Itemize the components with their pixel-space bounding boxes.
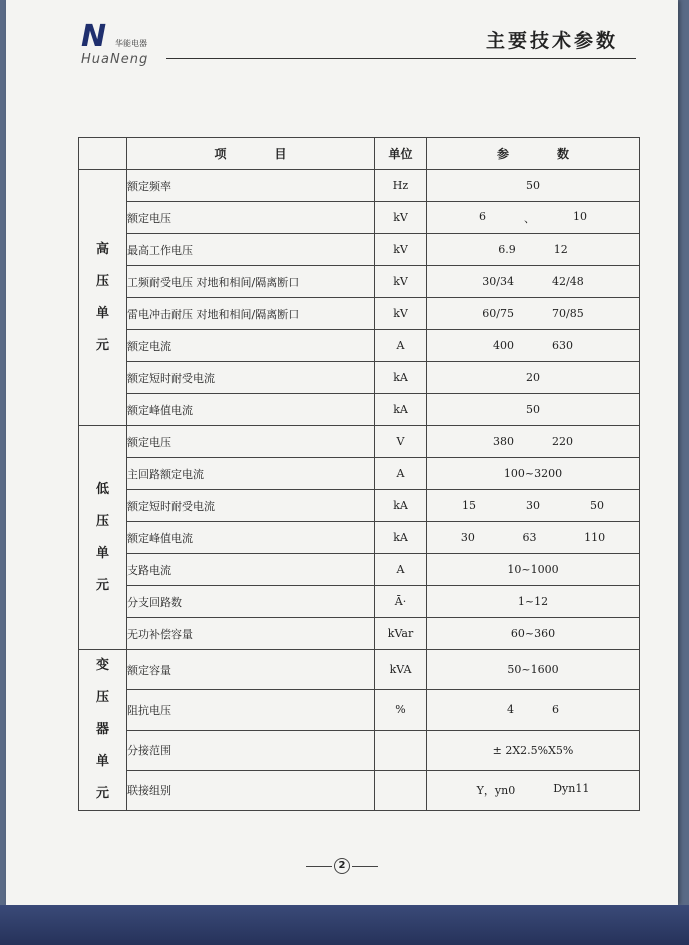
- param-value: 400: [493, 339, 514, 352]
- param-value: Y，yn0: [476, 784, 516, 798]
- param-value: 63: [522, 531, 537, 544]
- company-logo: [81, 19, 201, 70]
- table-row: [79, 490, 640, 522]
- header-item: 项 目: [127, 138, 375, 170]
- group-label-char: 元: [95, 786, 109, 801]
- unit-cell: kV: [375, 234, 427, 266]
- param-cell: [427, 394, 640, 426]
- param-value: 60~360: [510, 627, 556, 640]
- param-cell: [427, 458, 640, 490]
- param-value: 30: [526, 499, 540, 512]
- group-label-char: 元: [95, 577, 109, 593]
- param-value: 20: [526, 371, 540, 384]
- item-cell: 额定峰值电流: [127, 394, 375, 426]
- item-cell: 雷电冲击耐压 对地和相间/隔离断口: [127, 298, 375, 330]
- logo-english-text: HuaNeng: [81, 52, 149, 67]
- param-value: 4: [507, 703, 514, 717]
- param-value: Dyn11: [553, 782, 590, 796]
- param-values: [427, 243, 639, 256]
- item-cell: 分支回路数: [127, 586, 375, 618]
- param-values: [427, 563, 639, 576]
- document-page: [6, 0, 678, 905]
- item-cell: 支路电流: [127, 554, 375, 586]
- item-cell: 额定短时耐受电流: [127, 362, 375, 394]
- param-cell: [427, 586, 640, 618]
- param-value: 1~12: [517, 595, 549, 608]
- unit-cell: kV: [375, 298, 427, 330]
- unit-cell: kA: [375, 394, 427, 426]
- param-values: [427, 275, 639, 288]
- unit-cell: [375, 730, 427, 770]
- param-value: ± 2X2.5%X5%: [492, 743, 574, 757]
- page-number-line-left: [306, 866, 332, 867]
- param-value: 12: [553, 243, 568, 256]
- table-row: [79, 690, 640, 730]
- param-value: 10~1000: [507, 563, 559, 576]
- table-row: [79, 266, 640, 298]
- param-value: 10: [573, 209, 587, 223]
- unit-cell: kVar: [375, 618, 427, 650]
- param-values: [427, 782, 639, 798]
- unit-cell: kV: [375, 202, 427, 234]
- param-values: [427, 435, 639, 448]
- group-label-char: 压: [95, 690, 109, 705]
- param-cell: [427, 650, 640, 690]
- group-label-char: 压: [95, 513, 109, 529]
- group-label: [79, 426, 127, 650]
- page-number-value: 2: [334, 858, 350, 874]
- param-cell: [427, 490, 640, 522]
- item-cell: 主回路额定电流: [127, 458, 375, 490]
- table-row: [79, 330, 640, 362]
- group-label-char: 高: [95, 241, 109, 257]
- item-cell: 最高工作电压: [127, 234, 375, 266]
- group-label: [79, 650, 127, 811]
- param-cell: [427, 618, 640, 650]
- param-value: 70/85: [552, 307, 584, 320]
- param-value: 380: [493, 435, 514, 448]
- unit-cell: kVA: [375, 650, 427, 690]
- item-cell: 分接范围: [127, 730, 375, 770]
- spec-table: [78, 137, 640, 811]
- param-values: [427, 467, 639, 480]
- param-cell: [427, 170, 640, 202]
- unit-cell: %: [375, 690, 427, 730]
- page-title: 主要技术参数: [485, 30, 618, 52]
- param-value: 100~3200: [503, 467, 563, 480]
- param-value: 30: [460, 531, 475, 544]
- param-values: [427, 339, 639, 352]
- param-values: [427, 531, 639, 544]
- param-values: [427, 403, 639, 416]
- item-cell: 额定短时耐受电流: [127, 490, 375, 522]
- param-cell: [427, 266, 640, 298]
- param-values: [427, 744, 639, 757]
- param-cell: [427, 426, 640, 458]
- table-row: [79, 586, 640, 618]
- header-param: 参 数: [427, 138, 640, 170]
- param-cell: [427, 362, 640, 394]
- param-values: [427, 663, 639, 676]
- param-values: [427, 499, 639, 512]
- page-bottom-edge: [0, 905, 689, 945]
- logo-mark-icon: N: [81, 19, 107, 54]
- page-number-line-right: [352, 866, 378, 867]
- table-row: [79, 362, 640, 394]
- param-values: [427, 595, 639, 608]
- param-values: [427, 371, 639, 384]
- unit-cell: V: [375, 426, 427, 458]
- item-cell: 额定频率: [127, 170, 375, 202]
- group-label-char: 压: [95, 273, 109, 289]
- param-value: 220: [552, 435, 573, 448]
- table-header-row: [79, 138, 640, 170]
- table-row: [79, 394, 640, 426]
- logo-chinese-text: 华能电器: [115, 39, 147, 48]
- param-value: 50~1600: [507, 663, 559, 677]
- param-value: 50: [526, 403, 540, 416]
- unit-cell: A: [375, 554, 427, 586]
- table-row: [79, 730, 640, 770]
- item-cell: 阻抗电压: [127, 690, 375, 730]
- header-divider: [166, 58, 636, 59]
- param-value: 15: [462, 499, 476, 512]
- table-body: [79, 170, 640, 811]
- item-cell: 额定电压: [127, 426, 375, 458]
- param-value: 6: [479, 209, 486, 223]
- group-label-char: 变: [95, 658, 109, 673]
- item-cell: 额定电流: [127, 330, 375, 362]
- table-row: [79, 170, 640, 202]
- unit-cell: kA: [375, 522, 427, 554]
- table-row: [79, 458, 640, 490]
- param-value: 50: [590, 499, 604, 512]
- unit-cell: Ā·: [375, 586, 427, 618]
- param-values: [427, 627, 639, 640]
- unit-cell: [375, 770, 427, 810]
- unit-cell: A: [375, 458, 427, 490]
- param-values: [427, 307, 639, 320]
- param-cell: [427, 770, 640, 810]
- param-cell: [427, 522, 640, 554]
- table-row: [79, 554, 640, 586]
- item-cell: 额定电压: [127, 202, 375, 234]
- group-label-char: 单: [95, 545, 109, 561]
- param-cell: [427, 554, 640, 586]
- item-cell: 无功补偿容量: [127, 618, 375, 650]
- param-cell: [427, 298, 640, 330]
- table-row: [79, 618, 640, 650]
- header-unit: 单位: [375, 138, 427, 170]
- unit-cell: kA: [375, 362, 427, 394]
- param-value: 50: [526, 179, 540, 192]
- param-value: 60/75: [482, 307, 514, 320]
- group-label-char: 低: [95, 481, 109, 497]
- header-category: [79, 138, 127, 170]
- group-label-char: 单: [95, 754, 109, 769]
- item-cell: 额定峰值电流: [127, 522, 375, 554]
- table-row: [79, 522, 640, 554]
- param-values: [427, 179, 639, 192]
- item-cell: 额定容量: [127, 650, 375, 690]
- group-label-char: 单: [95, 305, 109, 321]
- table-row: [79, 298, 640, 330]
- unit-cell: A: [375, 330, 427, 362]
- item-cell: 联接组别: [127, 770, 375, 810]
- group-label-char: 元: [95, 337, 109, 353]
- item-cell: 工频耐受电压 对地和相间/隔离断口: [127, 266, 375, 298]
- unit-cell: kA: [375, 490, 427, 522]
- param-value: 42/48: [552, 275, 584, 288]
- param-value: 110: [584, 531, 606, 544]
- unit-cell: Hz: [375, 170, 427, 202]
- param-cell: [427, 330, 640, 362]
- table-row: [79, 234, 640, 266]
- param-value: 6.9: [498, 243, 516, 256]
- param-value: 30/34: [482, 275, 514, 288]
- param-value: 630: [552, 339, 573, 352]
- unit-cell: kV: [375, 266, 427, 298]
- table-row: [79, 202, 640, 234]
- param-value: 6: [552, 703, 559, 717]
- param-cell: [427, 730, 640, 770]
- table-row: [79, 426, 640, 458]
- param-values: [427, 703, 639, 716]
- param-value: 、: [524, 211, 535, 225]
- page-number: [6, 858, 678, 874]
- table-row: [79, 770, 640, 810]
- group-label: [79, 170, 127, 426]
- param-values: [427, 210, 639, 226]
- table-row: [79, 650, 640, 690]
- group-label-char: 器: [95, 722, 109, 737]
- param-cell: [427, 202, 640, 234]
- param-cell: [427, 234, 640, 266]
- param-cell: [427, 690, 640, 730]
